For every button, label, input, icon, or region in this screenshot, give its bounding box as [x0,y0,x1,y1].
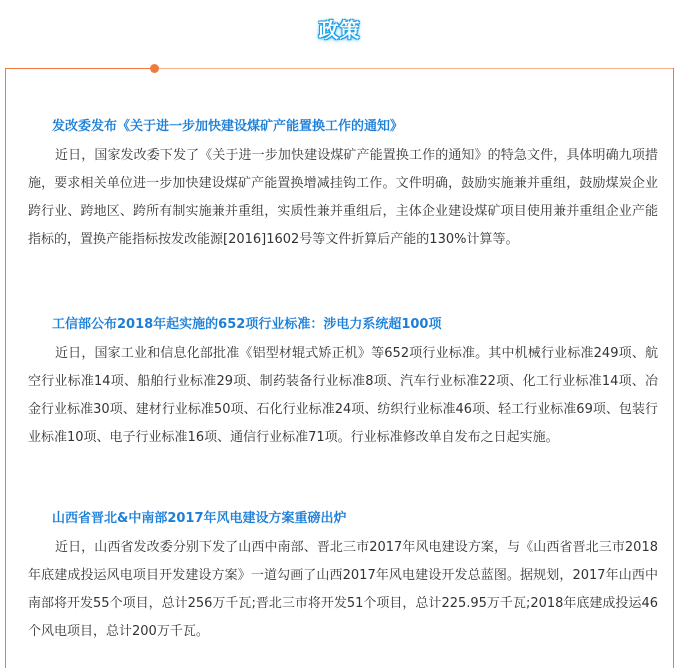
article-coal-capacity [28,118,658,254]
frame-top-border [5,68,156,69]
article-body: 近日，国家工业和信息化部批准《铝型材辊式矫正机》等652项行业标准。其中机械行业标准249项、航空行业标准14项、船舶行业标准29项、制药装备行业标准8项、汽车行业标准22项、化工行业标准14项、冶金行业标准30项、建材行业标准50项、石化行业标准24项、纺织行业标准46项、轻工行业标准69项、包装行业标准10项、电子行业标准16项、通信行业标准71项。行业标准修改单自发布之日起实施。 [28,346,658,445]
article-headline[interactable]: 发改委发布《关于进一步加快建设煤矿产能置换工作的通知》 [52,119,404,134]
article-body: 近日，山西省发改委分别下发了山西中南部、晋北三市2017年风电建设方案，与《山西省晋北三市2018年底建成投运风电项目开发建设方案》一道勾画了山西2017年风电建设开发总蓝图。据规划，2017年山西中南部将开发55个项目，总计256万千瓦;晋北三市将开发51个项目，总计225.95万千瓦;2018年底建成投运46个风电项目，总计200万千瓦。 [28,540,658,639]
article-headline[interactable]: 工信部公布2018年起实施的652项行业标准：涉电力系统超100项 [52,317,442,332]
article-headline[interactable]: 山西省晋北&中南部2017年风电建设方案重磅出炉 [52,511,347,526]
article-body: 近日，国家发改委下发了《关于进一步加快建设煤矿产能置换工作的通知》的特急文件，具体明确九项措施，要求相关单位进一步加快建设煤矿产能置换增减挂钩工作。文件明确，鼓励实施兼并重组，鼓励煤炭企业跨行业、跨地区、跨所有制实施兼并重组，实质性兼并重组后，主体企业建设煤矿项目使用兼并重组企业产能指标的，置换产能指标按发改能源[2016]1602号等文件折算后产能的130%计算等。 [28,148,658,247]
frame-top-border-fade [156,68,673,69]
frame-dot-decoration [150,64,159,73]
section-title: 政策 [318,18,361,42]
article-industry-standards [28,316,658,452]
article-shanxi-wind-power [28,510,658,646]
